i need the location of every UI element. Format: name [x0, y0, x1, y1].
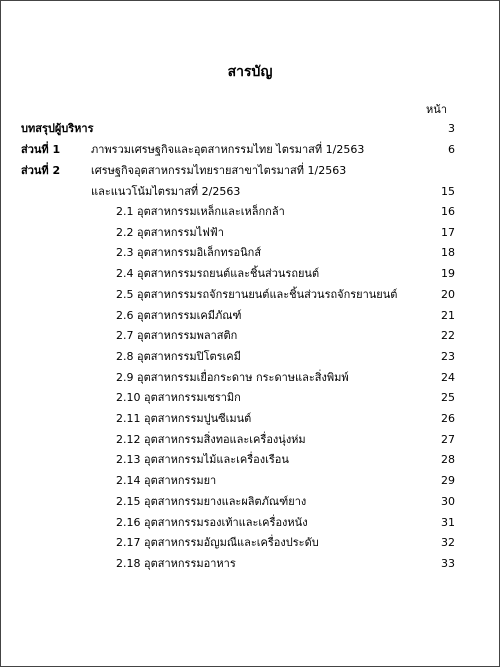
toc-entry-executive-summary: [1, 119, 499, 139]
toc-entry-page: 33: [441, 556, 455, 570]
page-column-header: หน้า: [426, 103, 447, 116]
toc-subsection-entry: [1, 306, 499, 326]
toc-entry-page: 29: [441, 474, 455, 488]
toc-entry-page: 15: [441, 185, 455, 198]
toc-entry-page: 20: [441, 287, 455, 301]
toc-subsection-entry: [1, 243, 499, 263]
toc-entry-text: 2.1 อุตสาหกรรมเหล็กและเหล็กกล้า: [116, 205, 285, 218]
toc-entry-page: 16: [441, 205, 455, 218]
toc-entry-text: 2.12 อุตสาหกรรมสิ่งทอและเครื่องนุ่งห่ม: [116, 432, 306, 446]
toc-entry-text: 2.11 อุตสาหกรรมปูนซีเมนต์: [116, 412, 252, 425]
toc-entry-text: 2.7 อุตสาหกรรมพลาสติก: [116, 329, 238, 343]
toc-entry-text: และแนวโน้มไตรมาสที่ 2/2563: [91, 185, 241, 198]
toc-entry-page: 27: [441, 432, 455, 446]
toc-entry-page: 22: [441, 329, 455, 343]
toc-entry-page: 21: [441, 308, 455, 322]
toc-subsection-entry: [1, 388, 499, 408]
toc-entry-page: 18: [441, 246, 455, 260]
toc-entry-text: 2.2 อุตสาหกรรมไฟฟ้า: [116, 225, 224, 239]
toc-entry-text: 2.13 อุตสาหกรรมไม้และเครื่องเรือน: [116, 453, 289, 467]
toc-entry-text: 2.18 อุตสาหกรรมอาหาร: [116, 556, 236, 570]
toc-entry-text: 2.3 อุตสาหกรรมอิเล็กทรอนิกส์: [116, 246, 262, 260]
toc-entry-page: 30: [441, 494, 455, 508]
toc-title: สารบัญ: [227, 64, 273, 80]
toc-entry-text: 2.9 อุตสาหกรรมเยื่อกระดาษ กระดาษและสิ่งพิมพ์: [116, 370, 349, 384]
toc-subsection-entry: [1, 202, 499, 222]
toc-subsection-entry: [1, 450, 499, 470]
toc-entry-page: 28: [441, 453, 455, 467]
toc-subsection-entry: [1, 409, 499, 429]
toc-subsection-entry: [1, 533, 499, 553]
toc-subsection-entry: [1, 326, 499, 346]
toc-entry-page: 17: [441, 225, 455, 239]
toc-entry-text: เศรษฐกิจอุตสาหกรรมไทยรายสาขาไตรมาสที่ 1/2563: [91, 164, 347, 177]
toc-entry-label: ส่วนที่ 2: [21, 164, 61, 177]
toc-subsection-entry: [1, 513, 499, 533]
toc-entry-page: 31: [441, 515, 455, 529]
toc-entry-label: บทสรุปผู้บริหาร: [21, 122, 94, 135]
toc-entry-text: 2.16 อุตสาหกรรมรองเท้าและเครื่องหนัง: [116, 515, 308, 529]
toc-entry-page: 6: [448, 143, 455, 156]
toc-entry-part-2: [1, 161, 499, 181]
toc-entry-text: 2.17 อุตสาหกรรมอัญมณีและเครื่องประดับ: [116, 536, 319, 550]
toc-entry-text: 2.8 อุตสาหกรรมปิโตรเคมี: [116, 349, 241, 363]
toc-entry-text: 2.6 อุตสาหกรรมเคมีภัณฑ์: [116, 308, 242, 322]
toc-entry-page: 3: [448, 122, 455, 135]
toc-entry-part-1: [1, 140, 499, 160]
toc-subsection-entry: [1, 347, 499, 367]
toc-subsection-entry: [1, 492, 499, 512]
toc-entry-page: 19: [441, 267, 455, 281]
toc-entry-text: ภาพรวมเศรษฐกิจและอุตสาหกรรมไทย ไตรมาสที่ 1/2563: [91, 143, 365, 156]
toc-subsection-entry: [1, 368, 499, 388]
toc-entry-label: ส่วนที่ 1: [21, 143, 61, 156]
toc-subsection-entry: [1, 285, 499, 305]
toc-entry-text: 2.14 อุตสาหกรรมยา: [116, 474, 217, 488]
toc-subsection-entry: [1, 554, 499, 574]
toc-entry-page: 25: [441, 391, 455, 405]
toc-entry-text: 2.4 อุตสาหกรรมรถยนต์และชิ้นส่วนรถยนต์: [116, 267, 320, 281]
toc-entry-text: 2.15 อุตสาหกรรมยางและผลิตภัณฑ์ยาง: [116, 494, 307, 508]
toc-subsection-entry: [1, 471, 499, 491]
toc-subsection-entry: [1, 223, 499, 243]
toc-entry-page: 23: [441, 349, 455, 363]
toc-subsection-entry: [1, 430, 499, 450]
toc-entry-page: 24: [441, 370, 455, 384]
toc-entry-text: 2.5 อุตสาหกรรมรถจักรยานยนต์และชิ้นส่วนรถจักรยานยนต์: [116, 287, 398, 301]
toc-entry-part-2-continued: [1, 182, 499, 202]
toc-entry-text: 2.10 อุตสาหกรรมเซรามิก: [116, 391, 241, 405]
toc-subsection-entry: [1, 264, 499, 284]
toc-entry-page: 32: [441, 536, 455, 550]
toc-entry-page: 26: [441, 412, 455, 425]
